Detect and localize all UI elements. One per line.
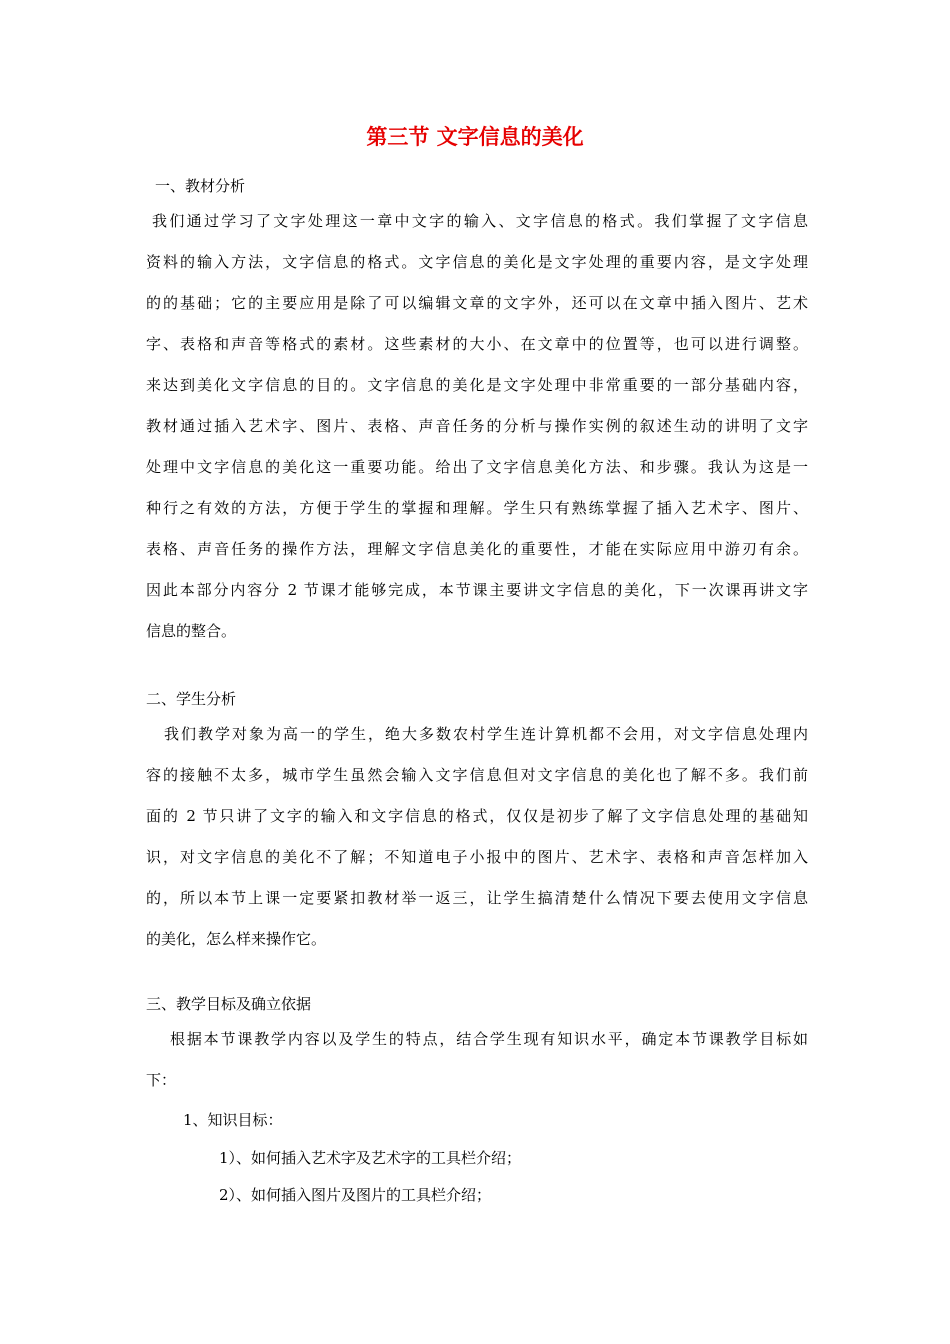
text-line: 字、表格和声音等格式的素材。这些素材的大小、在文章中的位置等，也可以进行调整。 xyxy=(146,335,808,353)
paragraph-textbook-analysis xyxy=(146,201,808,652)
text-line: 我们教学对象为高一的学生，绝大多数农村学生连计算机都不会用，对文字信息处理内 xyxy=(164,725,808,743)
text-line: 信息的整合。 xyxy=(146,622,237,640)
text-line: 容的接触不太多，城市学生虽然会输入文字信息但对文字信息的美化也了解不多。我们前 xyxy=(146,766,808,784)
text-line: 的，所以本节上课一定要紧扣教材举一返三，让学生搞清楚什么情况下要去使用文字信息 xyxy=(146,889,808,907)
text-line: 种行之有效的方法，方便于学生的掌握和理解。学生只有熟练掌握了插入艺术字、图片、 xyxy=(146,499,808,517)
paragraph-teaching-objectives xyxy=(146,1019,808,1101)
section-heading-textbook-analysis: 一、教材分析 xyxy=(155,177,246,195)
text-line: 我们通过学习了文字处理这一章中文字的输入、文字信息的格式。我们掌握了文字信息 xyxy=(152,212,808,230)
text-line: 教材通过插入艺术字、图片、表格、声音任务的分析与操作实例的叙述生动的讲明了文字 xyxy=(146,417,808,435)
subheading-knowledge-objectives: 1、知识目标： xyxy=(183,1111,283,1129)
section-heading-teaching-objectives: 三、教学目标及确立依据 xyxy=(146,995,312,1013)
text-line: 的美化，怎么样来操作它。 xyxy=(146,930,327,948)
text-line: 面的 2 节只讲了文字的输入和文字信息的格式，仅仅是初步了解了文字信息处理的基础知 xyxy=(146,807,808,825)
text-line: 因此本部分内容分 2 节课才能够完成，本节课主要讲文字信息的美化，下一次课再讲文字 xyxy=(146,581,808,599)
text-line: 识，对文字信息的美化不了解；不知道电子小报中的图片、艺术字、表格和声音怎样加入 xyxy=(146,848,808,866)
text-line: 表格、声音任务的操作方法，理解文字信息美化的重要性，才能在实际应用中游刃有余。 xyxy=(146,540,808,558)
text-line: 的的基础；它的主要应用是除了可以编辑文章的文字外，还可以在文章中插入图片、艺术 xyxy=(146,294,808,312)
text-line: 根据本节课教学内容以及学生的特点，结合学生现有知识水平，确定本节课教学目标如 xyxy=(170,1030,808,1048)
document-title: 第三节 文字信息的美化 xyxy=(366,125,584,149)
section-heading-student-analysis: 二、学生分析 xyxy=(146,690,237,708)
list-item: 1）、如何插入艺术字及艺术字的工具栏介绍； xyxy=(219,1149,522,1167)
text-line: 来达到美化文字信息的目的。文字信息的美化是文字处理中非常重要的一部分基础内容， xyxy=(146,376,808,394)
paragraph-student-analysis xyxy=(146,714,808,960)
text-line: 处理中文字信息的美化这一重要功能。给出了文字信息美化方法、和步骤。我认为这是一 xyxy=(146,458,808,476)
text-line: 下： xyxy=(146,1071,177,1089)
text-line: 资料的输入方法，文字信息的格式。文字信息的美化是文字处理的重要内容，是文字处理 xyxy=(146,253,808,271)
list-item: 2）、如何插入图片及图片的工具栏介绍； xyxy=(219,1186,492,1204)
